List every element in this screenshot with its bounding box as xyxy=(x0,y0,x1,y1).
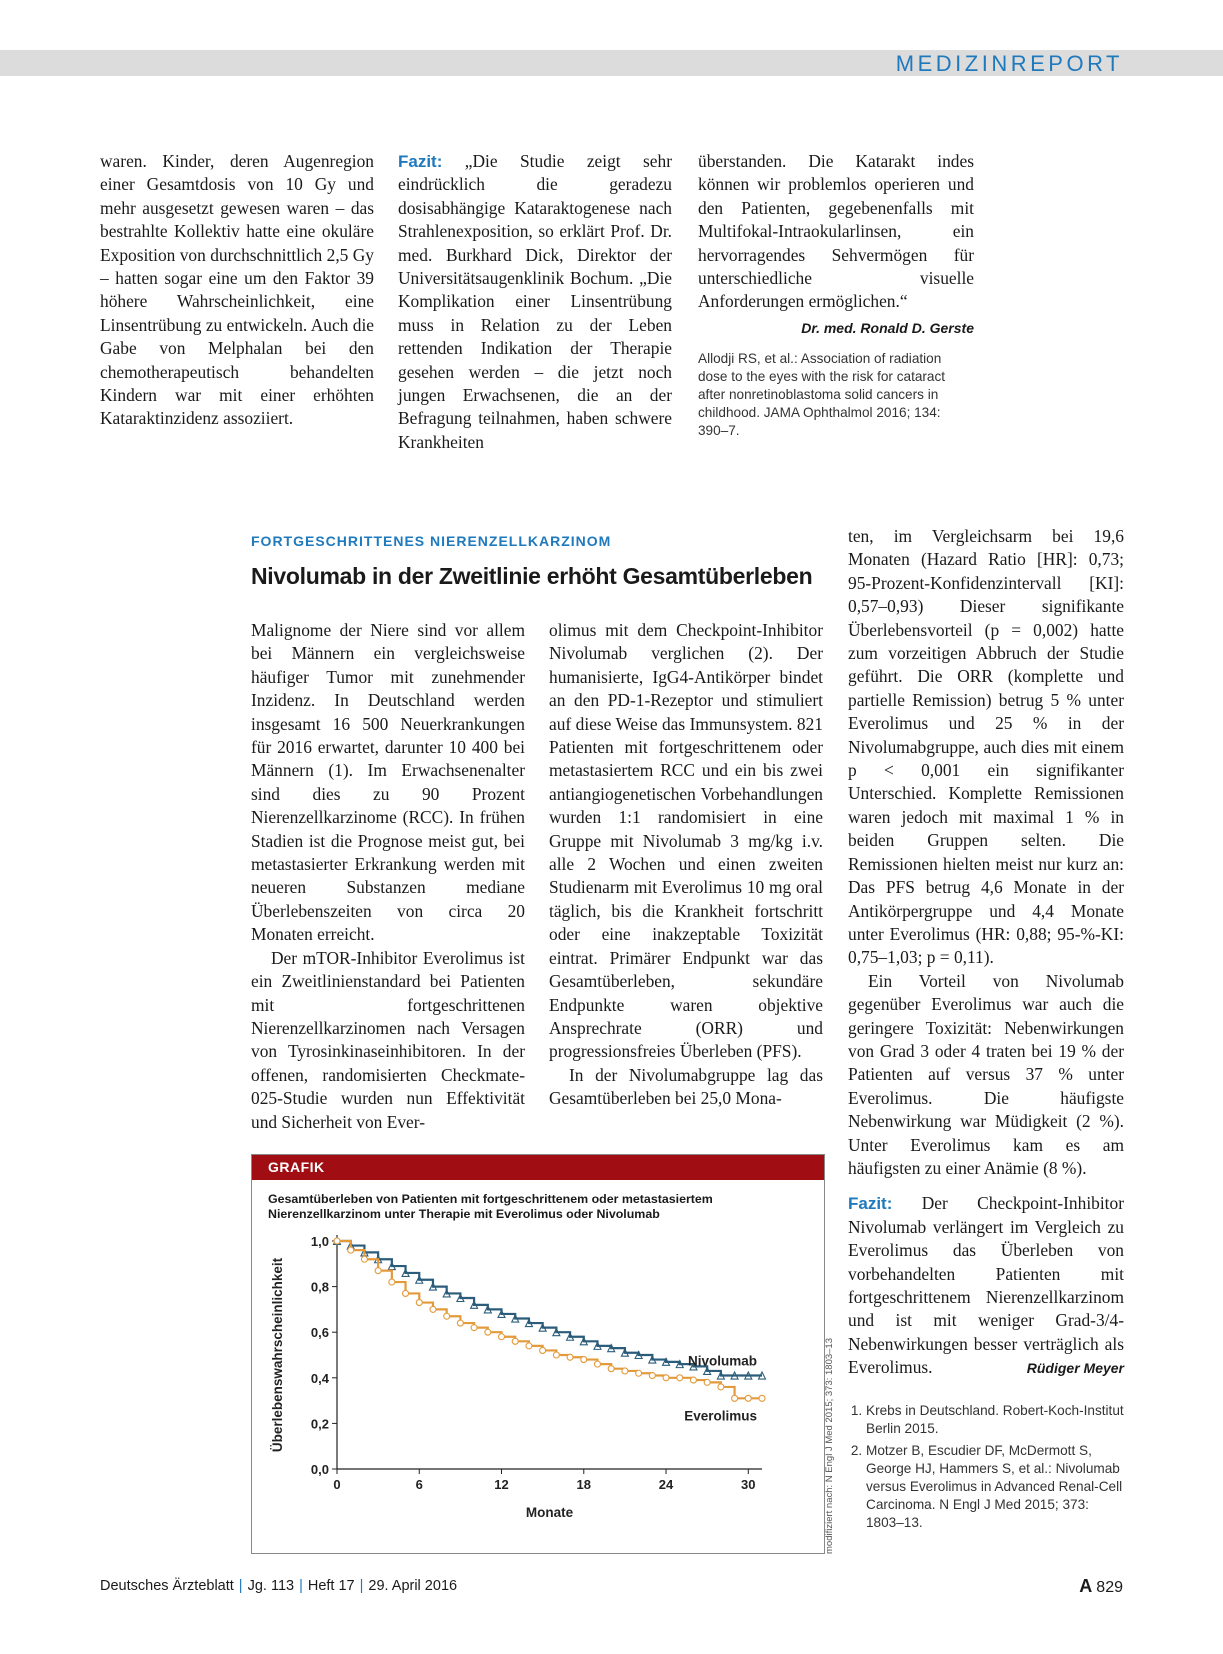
article2-references xyxy=(848,1402,1124,1532)
footer-volume: Jg. 113 xyxy=(247,1578,295,1594)
y-tick-label: 0,0 xyxy=(310,1462,329,1477)
x-tick-label: 30 xyxy=(741,1477,756,1492)
article1-author: Dr. med. Ronald D. Gerste xyxy=(801,319,974,336)
footer-journal: Deutsches Ärzteblatt xyxy=(100,1578,234,1594)
article2-fazit-paragraph xyxy=(848,1192,1124,1379)
series-label-nivolumab: Nivolumab xyxy=(687,1353,757,1369)
footer-separator: | xyxy=(299,1578,303,1594)
article1-fazit-paragraph xyxy=(398,150,672,454)
data-point-everolimus xyxy=(526,1343,532,1349)
data-point-everolimus xyxy=(334,1238,340,1244)
figure-label: GRAFIK xyxy=(252,1155,824,1180)
data-point-everolimus xyxy=(375,1268,381,1274)
article2-column-2 xyxy=(549,619,823,1111)
data-point-everolimus xyxy=(512,1338,518,1344)
data-point-everolimus xyxy=(567,1354,573,1360)
article2-fazit-text: Der Checkpoint-Inhibitor Nivolumab verlängert im Vergleich zu Everolimus das Überleben von vorbehandelten Patienten mit fortgeschrittenem Nierenzellkarzinom und ist mit weniger Grad-3/4-Nebenwirkungen besser verträglich als Everolimus. xyxy=(848,1193,1124,1378)
section-title: MEDIZINREPORT xyxy=(895,51,1123,76)
article2-column-1 xyxy=(251,619,525,1134)
footer-citation xyxy=(100,1578,457,1594)
article2-headline: Nivolumab in der Zweitlinie erhöht Gesamtüberleben xyxy=(251,563,813,589)
article1-reference: Allodji RS, et al.: Association of radiation dose to the eyes with the risk for cataract after nonretinoblastoma solid cancers in childhood. JAMA Ophthalmol 2016; 134: 390–7. xyxy=(698,350,946,438)
data-point-everolimus xyxy=(499,1334,505,1340)
article1-column-2 xyxy=(398,150,672,454)
y-tick-label: 0,2 xyxy=(310,1416,329,1432)
article2-col1-p2: Der mTOR-Inhibitor Everolimus ist ein Zweitlinienstandard bei Patienten mit fortgeschrittenen Nierenzellkarzinomen nach Versagen von Tyrosinkinaseinhibitoren. In der offenen, randomisierten Checkmate-025-Studie wurden nun Effektivität und Sicherheit von Ever- xyxy=(251,947,525,1132)
series-label-everolimus: Everolimus xyxy=(684,1408,757,1424)
y-tick-label: 0,6 xyxy=(310,1325,329,1341)
data-point-everolimus xyxy=(594,1361,600,1367)
data-point-everolimus xyxy=(416,1300,422,1306)
article2-col3-p1: ten, im Vergleichsarm bei 19,6 Monaten (Hazard Ratio [HR]: 0,73; 95-Prozent-Konfidenzintervall [KI]: 0,57–0,93) Dieser signifikante Überlebensvorteil (p = 0,002) hatte zum vorzeitigen Abbruch der Studie geführt. Die ORR (komplette und partielle Remission) betrug 5 % unter Everolimus und 25 % in der Nivolumabgruppe, auch dies mit einem p < 0,001 ein signifikanter Unterschied. Komplette Remissionen waren jedoch mit maximal 1 % in beiden Gruppen selten. Die Remissionen hielten meist nur kurz an: Das PFS betrug 4,6 Monate in der Antikörpergruppe und 4,4 Monate unter Everolimus (HR: 0,88; 95-%-KI: 0,75–1,03; p = 0,11). xyxy=(848,526,1124,968)
article2-column-3 xyxy=(848,525,1124,1536)
figure-source: modifiziert nach: N Engl J Med 2015; 373: 1803–13 xyxy=(824,1338,835,1554)
footer-page-number: 829 xyxy=(1096,1579,1123,1596)
article2-col2-p1: olimus mit dem Checkpoint-Inhibitor Nivolumab verglichen (2). Der humanisierte, IgG4-Antikörper bindet an den PD-1-Rezeptor und stimuliert auf diese Weise das Immunsystem. 821 Patienten mit fortgeschrittenem oder metastasiertem RCC und ein bis zwei antiangiogenetischen Vorbehandlungen wurden 1:1 randomisiert in eine Gruppe mit Nivolumab 3 mg/kg i.v. alle 2 Wochen und einen zweiten Studienarm mit Everolimus 10 mg oral täglich, bis die Krankheit fortschritt oder eine inakzeptable Toxizität eintrat. Primärer Endpunkt war das Gesamtüberleben, sekundäre Endpunkte waren objektive Ansprechrate (ORR) und progressionsfreies Überleben (PFS). xyxy=(549,620,823,1062)
data-point-everolimus xyxy=(553,1352,559,1358)
footer-issue: Heft 17 xyxy=(307,1578,355,1594)
footer-separator: | xyxy=(238,1578,243,1594)
series-line-everolimus xyxy=(337,1241,762,1398)
data-point-everolimus xyxy=(444,1313,450,1319)
reference-item: 1. Krebs in Deutschland. Robert-Koch-Institut Berlin 2015. xyxy=(866,1402,1124,1438)
x-tick-label: 24 xyxy=(658,1477,674,1492)
data-point-everolimus xyxy=(636,1370,642,1376)
data-point-everolimus xyxy=(663,1375,669,1381)
article2-col1-p1: Malignome der Niere sind vor allem bei Männern ein vergleichsweise häufiger Tumor mit zunehmender Inzidenz. In Deutschland werden insgesamt 16 500 Neuerkrankungen für 2016 erwartet, darunter 10 400 bei Männern (1). Im Erwachsenenalter sind dies zu 90 Prozent Nierenzellkarzinome (RCC). In frühen Stadien ist die Prognose meist gut, bei metastasierter Erkrankung werden mit neueren Substanzen mediane Überlebenszeiten von circa 20 Monaten erreicht. xyxy=(251,620,525,945)
footer-date: 29. April 2016 xyxy=(368,1578,458,1594)
article2-col2-p2: In der Nivolumabgruppe lag das Gesamtüberleben bei 25,0 Mona- xyxy=(549,1064,823,1109)
y-tick-label: 0,4 xyxy=(310,1370,329,1386)
data-point-everolimus xyxy=(389,1279,395,1285)
article1-column-3 xyxy=(698,150,974,440)
article1-fazit-text: „Die Studie zeigt sehr eindrücklich die geradezu dosisabhängige Kataraktogenese nach Strahlenexposition, so erklärt Prof. Dr. med. Burkhard Dick, Direktor der Universitätsaugenklinik Bochum. „Die Komplikation einer Linsentrübung muss in Relation zu der Leben rettenden Indikation der Therapie gesehen werden – die jetzt noch jungen Erwachsenen, die an der Befragung teilnahmen, haben schwere Krankheiten xyxy=(398,151,672,452)
fazit-label: Fazit: xyxy=(398,152,443,171)
article2-col3-p2: Ein Vorteil von Nivolumab gegenüber Everolimus war auch die geringere Toxizität: Nebenwirkungen von Grad 3 oder 4 traten bei 19 % der Patienten auf versus 37 % unter Everolimus. Die häufigste Nebenwirkung war Müdigkeit (2 %). Unter Everolimus kam es am häufigsten zu einer Anämie (8 %). xyxy=(848,970,1124,1178)
y-axis-label: Überlebenswahrscheinlichkeit xyxy=(270,1257,285,1453)
data-point-everolimus xyxy=(457,1320,463,1326)
fazit-label: Fazit: xyxy=(848,1194,893,1214)
article1-column-1 xyxy=(100,150,374,431)
article1-col3-text: überstanden. Die Katarakt indes können wir problemlos operieren und den Patienten, gegebenenfalls mit Multifokal-Intraokularlinsen, ein hervorragendes Sehvermögen für unterschiedliche visuelle Anforderungen ermöglichen.“ xyxy=(698,151,974,312)
footer-page-prefix: A xyxy=(1079,1576,1093,1596)
figure-box xyxy=(251,1154,825,1554)
data-point-everolimus xyxy=(745,1395,751,1401)
data-point-everolimus xyxy=(430,1306,436,1312)
article1-col1-text: waren. Kinder, deren Augenregion einer Gesamtdosis von 10 Gy und mehr ausgesetzt gewesen waren – das bestrahlte Kollektiv hatte eine okuläre Exposition von durchschnittlich 2,5 Gy – hatten sogar eine um den Faktor 39 höhere Wahrscheinlichkeit, eine Linsentrübung zu entwickeln. Auch die Gabe von Melphalan bei den chemotherapeutisch behandelten Kindern war mit einer erhöhten Kataraktinzidenz assoziiert. xyxy=(100,151,374,429)
data-point-everolimus xyxy=(361,1256,367,1262)
x-tick-label: 12 xyxy=(494,1477,509,1492)
survival-chart xyxy=(252,1223,824,1553)
data-point-everolimus xyxy=(540,1347,546,1353)
data-point-everolimus xyxy=(581,1357,587,1363)
article2-author: Rüdiger Meyer xyxy=(1026,1359,1124,1376)
data-point-everolimus xyxy=(759,1395,765,1401)
data-point-everolimus xyxy=(732,1395,738,1401)
reference-item: 2. Motzer B, Escudier DF, McDermott S, George HJ, Hammers S, et al.: Nivolumab versus Everolimus in Advanced Renal-Cell Carcinoma. N Engl J Med 2015; 373: 1803–13. xyxy=(866,1442,1124,1532)
data-point-everolimus xyxy=(677,1375,683,1381)
data-point-everolimus xyxy=(608,1366,614,1372)
x-tick-label: 0 xyxy=(333,1477,341,1492)
data-point-everolimus xyxy=(471,1325,477,1331)
footer-separator: | xyxy=(359,1578,364,1594)
data-point-everolimus xyxy=(649,1373,655,1379)
footer-page xyxy=(1079,1576,1123,1597)
y-tick-label: 0,8 xyxy=(310,1279,329,1295)
data-point-everolimus xyxy=(348,1247,354,1253)
reference-list xyxy=(848,1402,1124,1532)
article2-kicker: FORTGESCHRITTENES NIERENZELLKARZINOM xyxy=(251,533,612,549)
y-tick-label: 1,0 xyxy=(310,1234,329,1249)
data-point-everolimus xyxy=(718,1384,724,1390)
x-tick-label: 18 xyxy=(576,1477,592,1492)
x-tick-label: 6 xyxy=(415,1477,423,1492)
data-point-everolimus xyxy=(704,1379,710,1385)
x-axis-label: Monate xyxy=(525,1505,574,1520)
figure-caption: Gesamtüberleben von Patienten mit fortgeschrittenem oder metastasiertem Nierenzellkarzinom unter Therapie mit Everolimus oder Nivolumab xyxy=(268,1192,713,1221)
data-point-everolimus xyxy=(690,1377,696,1383)
data-point-everolimus xyxy=(403,1290,409,1296)
data-point-everolimus xyxy=(622,1368,628,1374)
data-point-everolimus xyxy=(485,1329,491,1335)
